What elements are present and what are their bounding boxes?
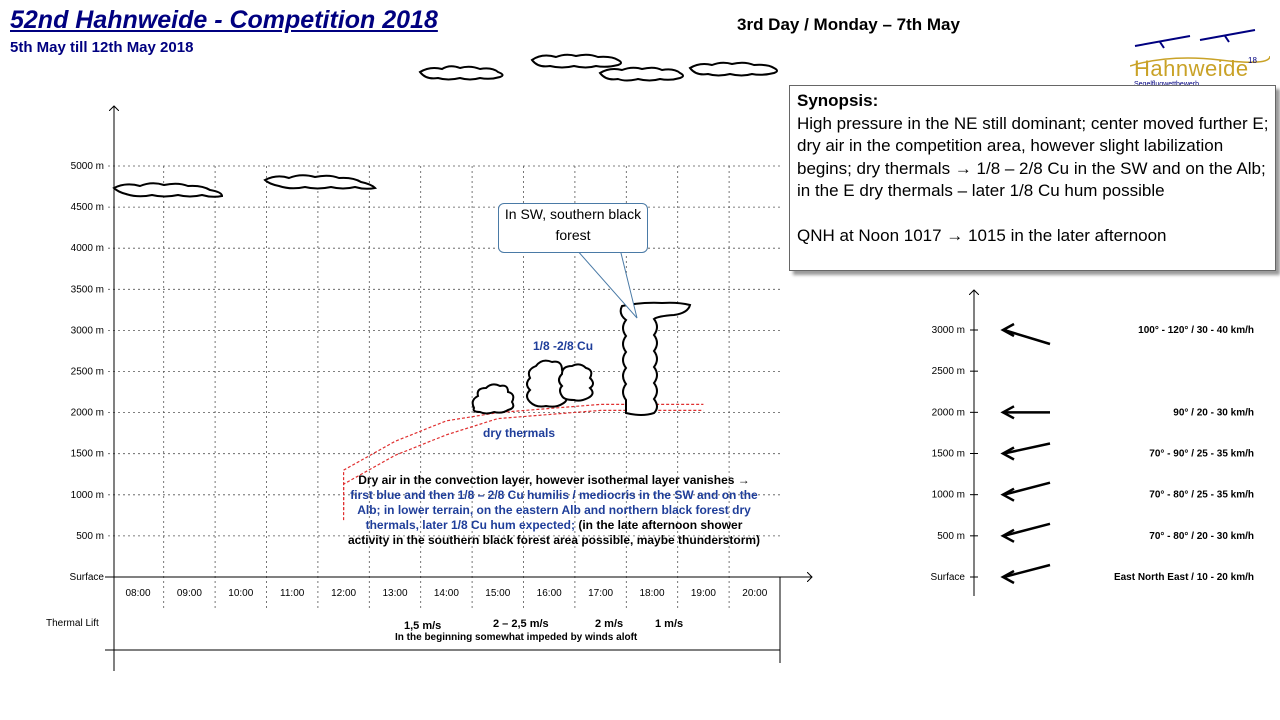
page-subtitle: 5th May till 12th May 2018	[10, 39, 194, 56]
wind-level-label: 500 m	[937, 530, 965, 542]
x-tick-label: 15:00	[485, 588, 511, 599]
wind-value-label: 70° - 90° / 25 - 35 km/h	[1149, 448, 1254, 460]
y-tick-label: 1500 m	[70, 448, 104, 460]
x-tick-label: 11:00	[280, 588, 305, 599]
convection-text-1: Dry air in the convection layer, however isothermal layer vanishes →	[358, 473, 750, 487]
wind-arrow-icon	[1003, 324, 1050, 344]
y-tick-label: 1000 m	[70, 489, 104, 501]
high-cloud-icon	[265, 175, 375, 189]
x-tick-label: 14:00	[433, 588, 459, 599]
cu-label: 1/8 -2/8 Cu	[533, 339, 594, 353]
thermal-lift-label: Thermal Lift	[46, 618, 99, 629]
region-callout: In SW, southern black forest	[498, 203, 648, 253]
y-tick-label: 3000 m	[70, 325, 104, 337]
day-heading: 3rd Day / Monday – 7th May	[737, 15, 960, 34]
synopsis-box	[789, 85, 1276, 271]
x-tick-label: 08:00	[125, 588, 151, 599]
high-cloud-icon	[114, 183, 222, 197]
wind-arrows	[1003, 324, 1050, 583]
lift-value: 1,5 m/s	[404, 620, 442, 632]
wind-level-label: Surface	[930, 572, 965, 583]
y-tick-label: 4000 m	[70, 243, 104, 255]
wind-arrow-icon	[1003, 444, 1050, 460]
cloud-icon	[600, 68, 683, 81]
x-tick-label: 10:00	[228, 588, 254, 599]
cloud-icon	[690, 63, 777, 76]
x-tick-label: 17:00	[588, 588, 614, 599]
y-tick-label: 3500 m	[70, 284, 104, 296]
y-axis-labels	[70, 161, 105, 583]
wind-level-label: 3000 m	[931, 325, 965, 336]
cumulus-cloud-icon	[559, 364, 593, 400]
wind-level-label: 1500 m	[931, 448, 965, 460]
cloud-icon	[532, 55, 621, 68]
dry-thermals-label: dry thermals	[483, 426, 556, 440]
x-tick-label: 13:00	[382, 588, 408, 599]
wind-arrow-icon	[1003, 483, 1050, 501]
convection-text-blue: first blue and then 1/8 – 2/8 Cu humilis / mediocris in the SW and on the Alb; in lower terrain, on the eastern Alb and northern black forest dry thermals, later 1/8 Cu hum expected;	[350, 488, 758, 532]
wind-arrow-icon	[1003, 406, 1050, 418]
wind-labels	[1114, 325, 1254, 583]
convection-description	[347, 473, 761, 548]
synopsis-qnh: QNH at Noon 1017 → 1015 in the later afternoon	[797, 225, 1167, 245]
wind-level-label: 2500 m	[931, 366, 965, 378]
x-tick-label: 18:00	[639, 588, 665, 599]
convection-text-2: (in the late afternoon shower activity in the southern black forest area possible, maybe thunderstorm)	[347, 518, 761, 547]
y-tick-label: 500 m	[76, 530, 104, 542]
wind-value-label: 100° - 120° / 30 - 40 km/h	[1138, 325, 1254, 336]
y-tick-label: Surface	[69, 572, 104, 583]
synopsis-heading: Synopsis:	[797, 91, 879, 110]
x-tick-label: 16:00	[536, 588, 562, 599]
y-tick-label: 2500 m	[70, 366, 104, 378]
cloud-icon	[420, 66, 503, 79]
lift-note: In the beginning somewhat impeded by winds aloft	[395, 632, 638, 643]
synopsis-body: High pressure in the NE still dominant; center moved further E; dry air in the competition area, however slight labilization begins; dry thermals → 1/8 – 2/8 Cu in the SW and on the Alb; in the E dry thermals – later 1/8 Cu hum possible	[797, 113, 1269, 200]
towering-cloud-icon	[621, 303, 690, 415]
logo-text: Hahnweide	[1134, 56, 1249, 81]
x-axis-labels	[125, 588, 767, 599]
wind-level-labels	[931, 325, 966, 583]
lift-value: 2 – 2,5 m/s	[493, 618, 549, 630]
wind-value-label: 70° - 80° / 25 - 35 km/h	[1149, 489, 1254, 501]
wind-value-label: East North East / 10 - 20 km/h	[1113, 572, 1254, 583]
logo-superscript: 18	[1248, 56, 1257, 65]
page-title: 52nd Hahnweide - Competition 2018	[10, 6, 438, 34]
wind-level-label: 1000 m	[931, 489, 965, 501]
wind-arrow-icon	[1003, 565, 1050, 583]
y-tick-label: 4500 m	[70, 202, 104, 214]
wind-value-label: 70° - 80° / 20 - 30 km/h	[1149, 530, 1254, 542]
x-tick-label: 20:00	[742, 588, 768, 599]
y-tick-label: 5000 m	[70, 161, 104, 172]
x-tick-label: 12:00	[331, 588, 357, 599]
lift-value: 2 m/s	[595, 618, 624, 630]
x-tick-label: 19:00	[690, 588, 716, 599]
wind-value-label: 90° / 20 - 30 km/h	[1173, 407, 1254, 419]
wind-level-label: 2000 m	[931, 407, 965, 419]
y-tick-label: 2000 m	[70, 407, 104, 419]
callout-pointer	[576, 249, 637, 318]
x-tick-label: 09:00	[176, 588, 202, 599]
lift-value: 1 m/s	[655, 618, 684, 630]
cumulus-cloud-icon	[473, 384, 514, 413]
wind-arrow-icon	[1003, 524, 1050, 542]
